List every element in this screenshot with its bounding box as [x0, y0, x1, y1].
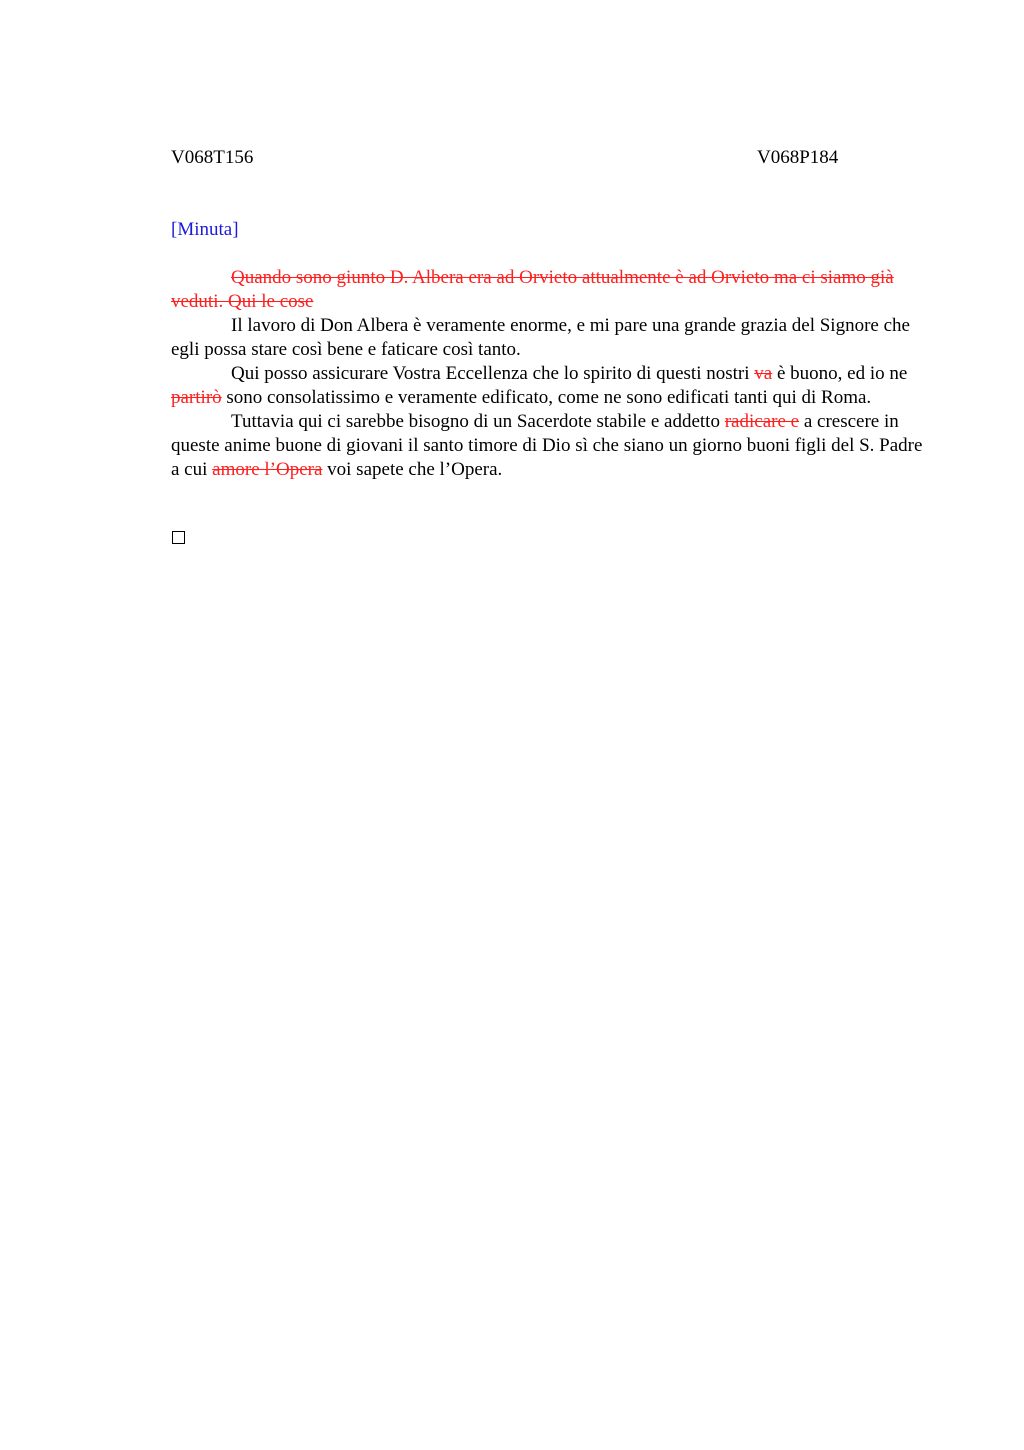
paragraph-3 [171, 362, 926, 410]
body-text-segment: sono consolatissimo e veramente edificato, come ne sono edificati tanti qui di Roma. [221, 387, 872, 408]
body-text-segment: a crescere in queste anime buone di giovani il santo timore di Dio sì che siano un giorno buoni figli del S. Padre a cui [171, 411, 923, 480]
body-text-segment: Tuttavia qui ci sarebbe bisogno di un Sacerdote stabile e addetto [231, 411, 725, 432]
deleted-text: Quando sono giunto D. Albera era ad Orvieto attualmente è ad Orvieto ma ci siamo già veduti. Qui le cose [171, 267, 894, 312]
document-code-left: V068T156 [171, 147, 254, 168]
minuta-label: [Minuta] [171, 219, 239, 240]
body-text-segment: voi sapete che l’Opera. [322, 459, 503, 480]
empty-square-icon [172, 531, 185, 544]
paragraph-2 [171, 314, 926, 362]
deleted-text: partirò [171, 387, 222, 408]
paragraph-1 [171, 266, 926, 314]
paragraph-4 [171, 410, 926, 482]
document-code-right: V068P184 [757, 147, 839, 168]
body-text-segment: Qui posso assicurare Vostra Eccellenza che lo spirito di questi nostri [231, 363, 755, 384]
body-text-segment: è buono, ed io ne [772, 363, 908, 384]
deleted-text: amore l’Opera [212, 459, 323, 480]
letter-body [171, 266, 926, 482]
deleted-text: radicare e [724, 411, 800, 432]
deleted-text: va [754, 363, 773, 384]
body-text-segment: Il lavoro di Don Albera è veramente enorme, e mi pare una grande grazia del Signore che egli possa stare così bene e faticare così tanto. [171, 315, 910, 360]
